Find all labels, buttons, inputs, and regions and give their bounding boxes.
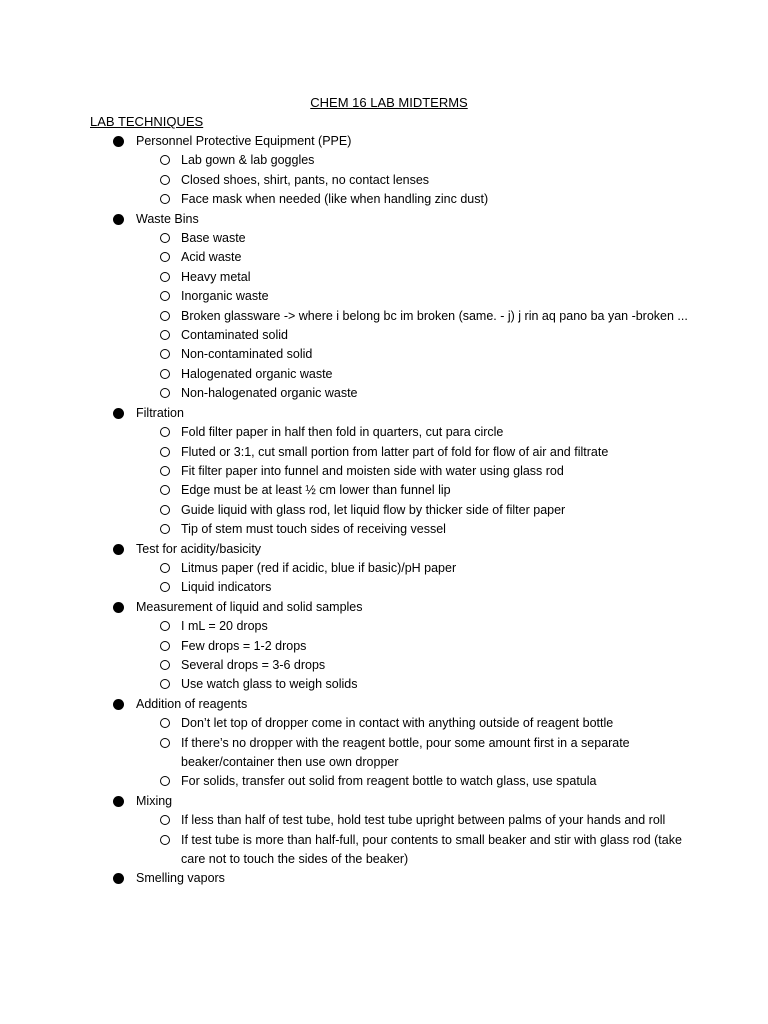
topic-row [0,210,768,229]
filled-bullet-icon [113,408,124,419]
list-item [0,734,768,773]
hollow-bullet-icon [160,155,170,165]
list-item [0,617,768,636]
list-item-text: Non-contaminated solid [181,347,313,362]
topic-label: Smelling vapors [136,871,225,886]
list-item-text: Face mask when needed (like when handling zinc dust) [181,192,489,207]
list-item [0,559,768,578]
list-item [0,268,768,287]
section-heading: LAB TECHNIQUES [90,114,204,129]
list-item-text: For solids, transfer out solid from reagent bottle to watch glass, use spatula [181,774,597,789]
list-item [0,772,768,791]
hollow-bullet-icon [160,427,170,437]
list-item [0,248,768,267]
topic-label: Waste Bins [136,211,199,226]
hollow-bullet-icon [160,679,170,689]
topic-label: Personnel Protective Equipment (PPE) [136,134,352,148]
topic-row [0,404,768,423]
sub-list [0,229,768,404]
filled-bullet-icon [113,544,124,555]
sub-list [0,559,768,598]
list-item-text: Don’t let top of dropper come in contact with anything outside of reagent bottle [181,716,614,731]
hollow-bullet-icon [160,388,170,398]
list-item [0,171,768,190]
hollow-bullet-icon [160,660,170,670]
hollow-bullet-icon [160,233,170,243]
hollow-bullet-icon [160,485,170,495]
list-item [0,384,768,403]
filled-bullet-icon [113,136,124,147]
hollow-bullet-icon [160,330,170,340]
list-item-text: Edge must be at least ½ cm lower than funnel lip [181,483,451,498]
list-item [0,229,768,248]
list-item [0,345,768,364]
list-item [0,501,768,520]
list-item-text: Litmus paper (red if acidic, blue if basic)/pH paper [181,560,457,575]
topic-row [0,598,768,617]
list-item-text: Fit filter paper into funnel and moisten side with water using glass rod [181,463,564,478]
hollow-bullet-icon [160,718,170,728]
filled-bullet-icon [113,602,124,613]
topic-label: Filtration [136,405,184,420]
topic-label: Mixing [136,793,173,808]
list-item [0,578,768,597]
filled-bullet-icon [113,214,124,225]
hollow-bullet-icon [160,369,170,379]
list-item-text: Heavy metal [181,269,251,284]
filled-bullet-icon [113,873,124,884]
hollow-bullet-icon [160,641,170,651]
topic-label: Test for acidity/basicity [136,541,262,556]
list-item-text: Fluted or 3:1, cut small portion from latter part of fold for flow of air and filtrate [181,444,609,459]
hollow-bullet-icon [160,466,170,476]
list-item-text: I mL = 20 drops [181,619,268,634]
hollow-bullet-icon [160,621,170,631]
list-item-text: Guide liquid with glass rod, let liquid flow by thicker side of filter paper [181,502,566,517]
list-item-text: Closed shoes, shirt, pants, no contact lenses [181,172,430,187]
topic-addition-of-reagents [0,695,768,792]
list-item [0,287,768,306]
sub-list [0,151,768,209]
list-item-text: Tip of stem must touch sides of receiving vessel [181,522,446,537]
list-item-text: Lab gown & lab goggles [181,153,315,168]
list-item-text: Fold filter paper in half then fold in quarters, cut para circle [181,425,504,440]
hollow-bullet-icon [160,524,170,534]
hollow-bullet-icon [160,194,170,204]
hollow-bullet-icon [160,291,170,301]
list-item-text: Broken glassware -> where i belong bc im broken (same. - j) j rin aq pano ba yan -broken ... [181,308,688,323]
sub-list [0,617,768,695]
hollow-bullet-icon [160,447,170,457]
list-item [0,520,768,539]
list-item-text: Non-halogenated organic waste [181,386,358,401]
hollow-bullet-icon [160,505,170,515]
topic-row [0,132,768,151]
list-item [0,307,768,326]
list-item-text: Few drops = 1-2 drops [181,638,307,653]
document-title: CHEM 16 LAB MIDTERMS [310,95,468,110]
topic-label: Addition of reagents [136,696,248,711]
topic-row [0,540,768,559]
list-item [0,481,768,500]
topic-smelling-vapors [0,869,768,888]
list-item [0,656,768,675]
topic-waste-bins [0,210,768,404]
sub-list [0,714,768,792]
hollow-bullet-icon [160,835,170,845]
list-item [0,637,768,656]
list-item-text: Halogenated organic waste [181,366,333,381]
sub-list [0,811,768,869]
hollow-bullet-icon [160,175,170,185]
topic-label: Measurement of liquid and solid samples [136,599,363,614]
list-item-text: Use watch glass to weigh solids [181,677,358,692]
hollow-bullet-icon [160,252,170,262]
hollow-bullet-icon [160,815,170,825]
hollow-bullet-icon [160,272,170,282]
topic-personnel-protective-equipment-ppe [0,132,768,210]
sub-list [0,423,768,539]
topic-test-for-acidity-basicity [0,540,768,598]
hollow-bullet-icon [160,311,170,321]
list-item [0,714,768,733]
technique-outline [0,132,768,889]
topic-mixing [0,792,768,870]
topic-row [0,695,768,714]
list-item-text: Contaminated solid [181,328,289,343]
list-item [0,443,768,462]
filled-bullet-icon [113,699,124,710]
list-item-text: Several drops = 3-6 drops [181,657,326,672]
list-item [0,365,768,384]
list-item-text: If test tube is more than half-full, pour contents to small beaker and stir with glass rod (take care not to touch the sides of the beaker) [181,832,682,867]
list-item-text: Base waste [181,231,246,246]
list-item [0,811,768,830]
topic-measurement-of-liquid-and-solid-samples [0,598,768,695]
list-item [0,423,768,442]
list-item [0,151,768,170]
list-item-text: If less than half of test tube, hold test tube upright between palms of your hands and roll [181,813,666,828]
list-item [0,326,768,345]
topic-row [0,792,768,811]
hollow-bullet-icon [160,563,170,573]
list-item-text: Liquid indicators [181,580,272,595]
topic-filtration [0,404,768,540]
hollow-bullet-icon [160,349,170,359]
hollow-bullet-icon [160,738,170,748]
list-item-text: If there’s no dropper with the reagent bottle, pour some amount first in a separate beaker/container then use own dropper [181,735,630,769]
list-item [0,190,768,209]
hollow-bullet-icon [160,776,170,786]
topic-row [0,869,768,888]
list-item-text: Acid waste [181,250,242,265]
hollow-bullet-icon [160,582,170,592]
list-item [0,831,768,870]
list-item [0,675,768,694]
list-item [0,462,768,481]
filled-bullet-icon [113,796,124,807]
list-item-text: Inorganic waste [181,289,269,304]
